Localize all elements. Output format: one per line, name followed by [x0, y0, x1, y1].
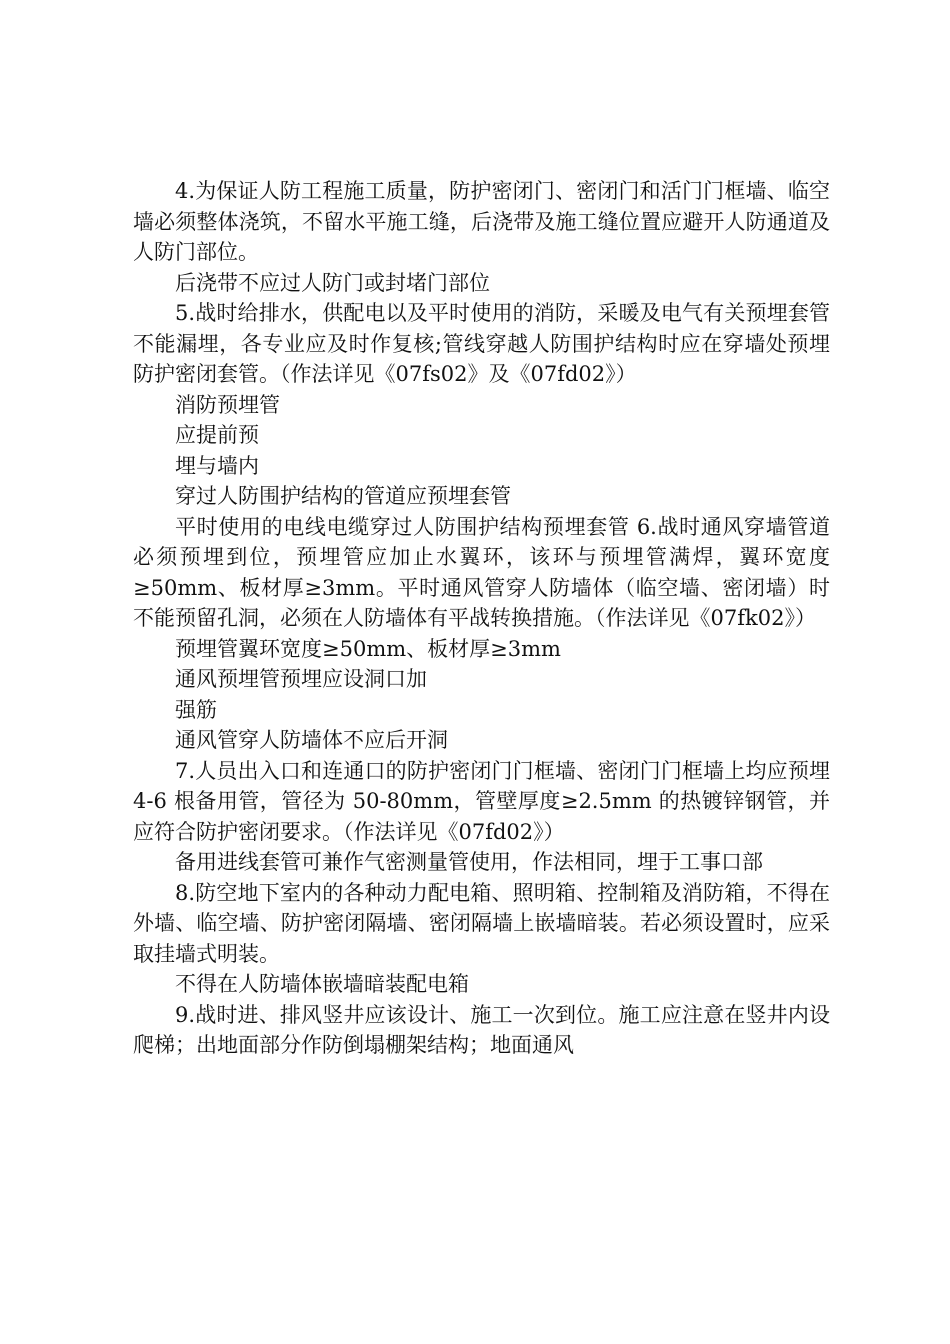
note-flange-width: 预埋管翼环宽度≥50mm、板材厚≥3mm — [175, 636, 561, 661]
paragraph-item-4: 4.为保证人防工程施工质量，防护密闭门、密闭门和活门门框墙、临空墙必须整体浇筑，不留水平施工缝，后浇带及施工缝位置应避开人防通道及人防门部位。 — [133, 179, 830, 264]
paragraph-item-7: 7.人员出入口和连通口的防护密闭门门框墙、密闭门门框墙上均应预埋 4-6 根备用管，管径为 50-80mm，管壁厚度≥2.5mm 的热镀锌钢管，并应符合防护密闭要求。（作法详见《07fd02》） — [133, 758, 830, 844]
note-fire-pipe: 消防预埋管 — [175, 392, 280, 417]
paragraph-item-5: 5.战时给排水，供配电以及平时使用的消防，采暖及电气有关预埋套管不能漏埋，各专业应及时作复核;管线穿越人防围护结构时应在穿墙处预埋防护密闭套管。（作法详见《07fs02》及《07fd02》） — [133, 301, 830, 386]
note-pipe-sleeve: 穿过人防围护结构的管道应预埋套管 — [175, 484, 511, 508]
paragraph-item-6: 平时使用的电线电缆穿过人防围护结构预埋套管 6.战时通风穿墙管道必须预埋到位，预埋管应加止水翼环，该环与预埋管满焊，翼环宽度≥50mm、板材厚≥3mm。平时通风管穿人防墙体（临空墙、密闭墙）时不能预留孔洞，必须在人防墙体有平战转换措施。（作法详见《07fk02》） — [133, 514, 830, 630]
paragraph-item-8: 8.防空地下室内的各种动力配电箱、照明箱、控制箱及消防箱，不得在外墙、临空墙、防护密闭隔墙、密闭隔墙上嵌墙暗装。若必须设置时，应采取挂墙式明装。 — [133, 880, 830, 966]
note-embed-wall: 埋与墙内 — [175, 453, 259, 478]
note-rebar: 强筋 — [175, 697, 217, 722]
note-no-recessed-box: 不得在人防墙体嵌墙暗装配电箱 — [175, 972, 469, 996]
note-embed-early: 应提前预 — [175, 423, 259, 447]
paragraph-item-9: 9.战时进、排风竖井应该设计、施工一次到位。施工应注意在竖井内设爬梯；出地面部分作防倒塌棚架结构；地面通风 — [133, 1002, 830, 1057]
document-body — [133, 176, 830, 1061]
note-post-pour-strip: 后浇带不应过人防门或封堵门部位 — [175, 270, 490, 295]
note-vent-opening: 通风预埋管预埋应设洞口加 — [175, 667, 427, 691]
note-spare-sleeve: 备用进线套管可兼作气密测量管使用，作法相同，埋于工事口部 — [175, 850, 763, 874]
note-no-later-opening: 通风管穿人防墙体不应后开洞 — [175, 728, 448, 752]
